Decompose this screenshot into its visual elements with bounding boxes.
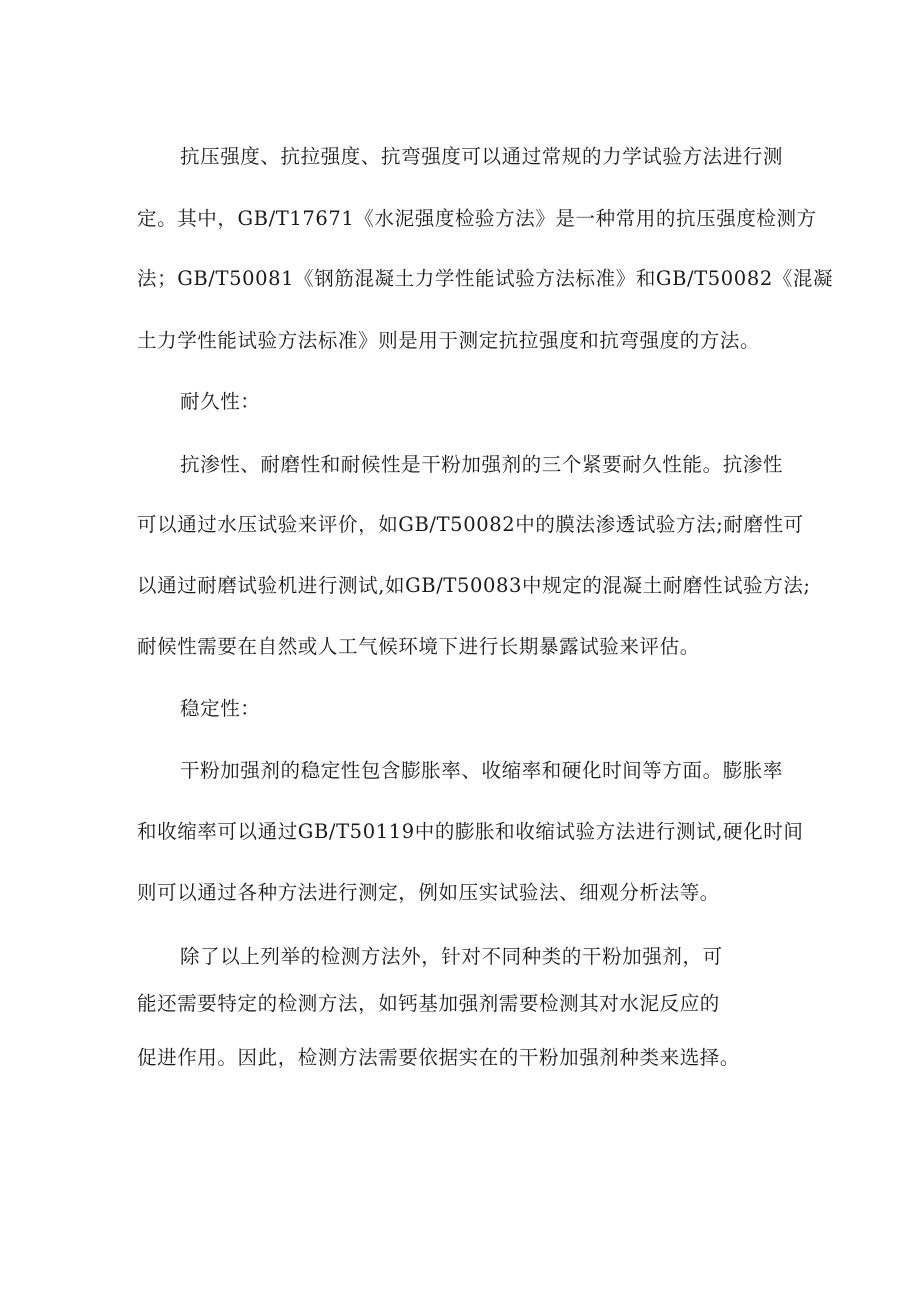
paragraph-durability-line-1: 抗渗性、耐磨性和耐候性是干粉加强剂的三个紧要耐久性能。抗渗性 [180, 453, 784, 476]
paragraph-durability-line-2: 可以通过水压试验来评价，如GB/T50082中的膜法渗透试验方法;耐磨性可 [137, 513, 804, 536]
heading-durability: 耐久性： [180, 390, 261, 413]
paragraph-strength-line-1: 抗压强度、抗拉强度、抗弯强度可以通过常规的力学试验方法进行测 [180, 145, 784, 168]
paragraph-strength-line-2: 定。其中，GB/T17671《水泥强度检验方法》是一种常用的抗压强度检测方 [137, 207, 817, 230]
paragraph-stability-line-3: 则可以通过各种方法进行测定，例如压实试验法、细观分析法等。 [137, 881, 720, 904]
heading-stability: 稳定性： [180, 697, 261, 720]
paragraph-conclusion-line-3: 促进作用。因此，检测方法需要依据实在的干粉加强剂种类来选择。 [137, 1046, 741, 1069]
paragraph-conclusion-line-1: 除了以上列举的检测方法外，针对不同种类的干粉加强剂，可 [180, 945, 723, 968]
paragraph-durability-line-3: 以通过耐磨试验机进行测试,如GB/T50083中规定的混凝土耐磨性试验方法; [137, 574, 811, 597]
paragraph-stability-line-2: 和收缩率可以通过GB/T50119中的膨胀和收缩试验方法进行测试,硬化时间 [137, 820, 804, 843]
paragraph-strength-line-4: 土力学性能试验方法标准》则是用于测定抗拉强度和抗弯强度的方法。 [137, 329, 761, 352]
paragraph-durability-line-4: 耐候性需要在自然或人工气候环境下进行长期暴露试验来评估。 [137, 635, 700, 658]
paragraph-strength-line-3: 法；GB/T50081《钢筋混凝土力学性能试验方法标准》和GB/T50082《混凝 [137, 267, 834, 290]
paragraph-stability-line-1: 干粉加强剂的稳定性包含膨胀率、收缩率和硬化时间等方面。膨胀率 [180, 759, 784, 782]
paragraph-conclusion-line-2: 能还需要特定的检测方法，如钙基加强剂需要检测其对水泥反应的 [137, 992, 720, 1015]
